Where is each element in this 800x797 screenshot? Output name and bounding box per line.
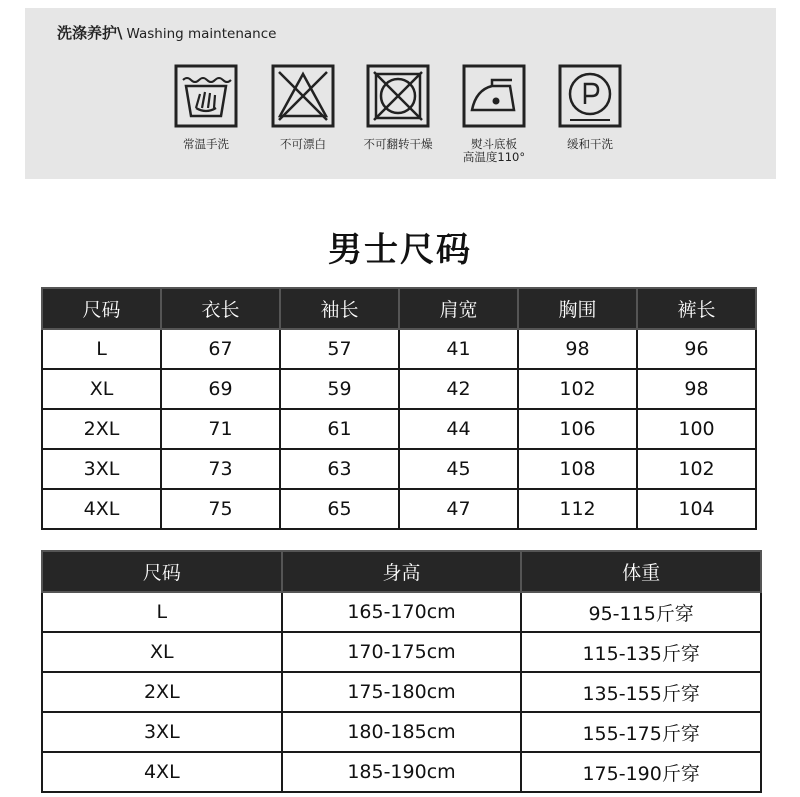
- table-cell: 3XL: [42, 712, 282, 752]
- table-row: [42, 329, 756, 369]
- table-cell: 2XL: [42, 409, 161, 449]
- column-header: 身高: [282, 551, 522, 592]
- table-row: [42, 752, 761, 792]
- table-cell: L: [42, 592, 282, 632]
- table-cell: 165-170cm: [282, 592, 522, 632]
- wash-title-cn: 洗涤养护\: [57, 24, 123, 42]
- table-cell: 42: [399, 369, 518, 409]
- wash-item: [535, 64, 645, 151]
- table-row: [42, 489, 756, 529]
- table-header-row: [42, 551, 761, 592]
- table-cell: 44: [399, 409, 518, 449]
- table-cell: 155-175斤穿: [521, 712, 761, 752]
- no-tumble-dry-icon: [366, 64, 430, 128]
- column-header: 尺码: [42, 551, 282, 592]
- table-cell: 100: [637, 409, 756, 449]
- table-cell: 185-190cm: [282, 752, 522, 792]
- table-row: [42, 632, 761, 672]
- wash-label: 不可漂白: [280, 137, 326, 151]
- table-cell: 98: [518, 329, 637, 369]
- table-row: [42, 409, 756, 449]
- height-weight-table: [41, 550, 762, 793]
- column-header: 衣长: [161, 288, 280, 329]
- table-row: [42, 712, 761, 752]
- table-cell: 106: [518, 409, 637, 449]
- table-row: [42, 369, 756, 409]
- column-header: 尺码: [42, 288, 161, 329]
- table-cell: 61: [280, 409, 399, 449]
- wash-label: 不可翻转干燥: [363, 137, 433, 151]
- table-cell: 69: [161, 369, 280, 409]
- table-cell: 135-155斤穿: [521, 672, 761, 712]
- table-cell: 95-115斤穿: [521, 592, 761, 632]
- table-row: [42, 592, 761, 632]
- wash-item: [439, 64, 549, 164]
- table-cell: 57: [280, 329, 399, 369]
- wash-label: 缓和干洗: [567, 137, 613, 151]
- table-cell: 115-135斤穿: [521, 632, 761, 672]
- wash-label: 熨斗底板 高温度110°: [462, 137, 526, 164]
- hand-wash-icon: [174, 64, 238, 128]
- column-header: 裤长: [637, 288, 756, 329]
- column-header: 袖长: [280, 288, 399, 329]
- table-cell: XL: [42, 369, 161, 409]
- wash-title: [57, 22, 276, 43]
- column-header: 胸围: [518, 288, 637, 329]
- table-cell: 108: [518, 449, 637, 489]
- table-cell: 104: [637, 489, 756, 529]
- washing-panel: [25, 8, 776, 179]
- table-cell: 102: [518, 369, 637, 409]
- table-cell: 4XL: [42, 489, 161, 529]
- table-cell: 3XL: [42, 449, 161, 489]
- table-cell: XL: [42, 632, 282, 672]
- size-measurement-table: [41, 287, 757, 530]
- table-cell: 112: [518, 489, 637, 529]
- table-cell: 41: [399, 329, 518, 369]
- wash-item: [248, 64, 358, 151]
- iron-icon: [462, 64, 526, 128]
- table-cell: 175-180cm: [282, 672, 522, 712]
- table-cell: L: [42, 329, 161, 369]
- wash-item: [343, 64, 453, 151]
- table-cell: 45: [399, 449, 518, 489]
- table-cell: 47: [399, 489, 518, 529]
- column-header: 体重: [521, 551, 761, 592]
- table-cell: 96: [637, 329, 756, 369]
- table-cell: 71: [161, 409, 280, 449]
- table-cell: 170-175cm: [282, 632, 522, 672]
- column-header: 肩宽: [399, 288, 518, 329]
- table-cell: 73: [161, 449, 280, 489]
- table-cell: 59: [280, 369, 399, 409]
- table-header-row: [42, 288, 756, 329]
- table-cell: 65: [280, 489, 399, 529]
- table-cell: 98: [637, 369, 756, 409]
- table-cell: 67: [161, 329, 280, 369]
- wash-label: 常温手洗: [183, 137, 229, 151]
- table-cell: 75: [161, 489, 280, 529]
- table-cell: 102: [637, 449, 756, 489]
- table-cell: 2XL: [42, 672, 282, 712]
- table-cell: 4XL: [42, 752, 282, 792]
- table-cell: 175-190斤穿: [521, 752, 761, 792]
- table-cell: 180-185cm: [282, 712, 522, 752]
- table-row: [42, 449, 756, 489]
- wash-title-en: Washing maintenance: [126, 26, 277, 42]
- table-cell: 63: [280, 449, 399, 489]
- table-row: [42, 672, 761, 712]
- wash-item: [151, 64, 261, 151]
- page-title: 男士尺码: [328, 230, 472, 270]
- dry-clean-p-icon: [558, 64, 622, 128]
- no-bleach-icon: [271, 64, 335, 128]
